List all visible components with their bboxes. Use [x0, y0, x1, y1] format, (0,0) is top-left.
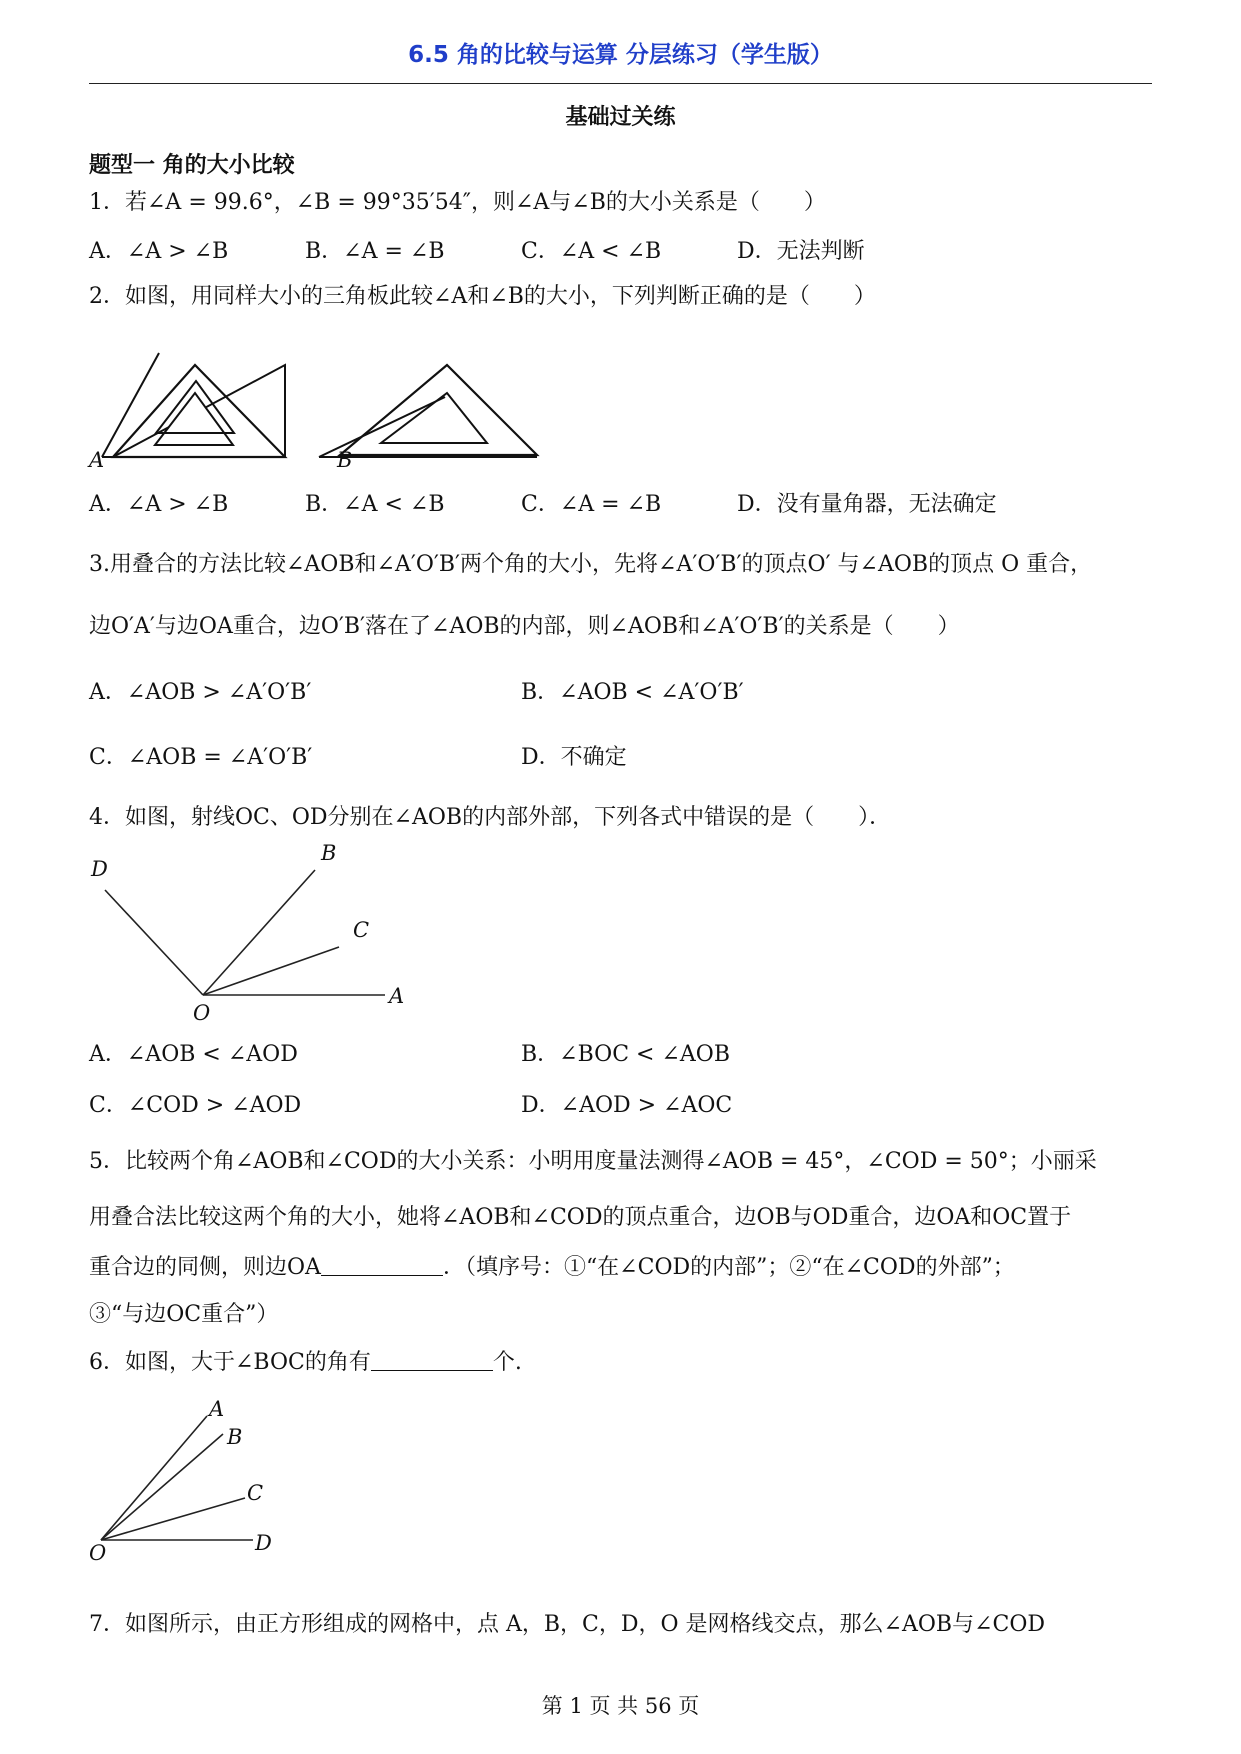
q2-option-b: B．∠A < ∠B [305, 492, 445, 517]
q2-option-a: A．∠A > ∠B [89, 492, 229, 517]
q4-label-b: B [321, 842, 337, 865]
q3-stem-line2: 边O′A′与边OA重合，边O′B′落在了∠AOB的内部，则∠AOB和∠A′O′B′的关系是（ ） [89, 614, 960, 639]
q4-label-a: A [389, 984, 405, 1008]
q6-ray-oa [101, 1416, 207, 1540]
q6-stem: 6．如图，大于∠BOC的角有 个. [89, 1350, 522, 1375]
q6-label-d: D [255, 1531, 272, 1555]
q5-stem-line4: ③“与边OC重合”） [89, 1302, 279, 1327]
q6-label-a: A [209, 1398, 225, 1421]
q2-ruler-b-inner [381, 393, 487, 443]
q2-option-c: C．∠A = ∠B [521, 492, 662, 517]
q4-label-c: C [353, 918, 370, 942]
q4-figure [85, 842, 415, 1027]
q4-option-d: D．∠AOD > ∠AOC [521, 1093, 733, 1118]
q3-option-a: A．∠AOB > ∠A′O′B′ [89, 680, 312, 705]
q4-ray-ob [203, 870, 315, 995]
q2-label-a: A [89, 448, 105, 470]
q6-label-c: C [247, 1481, 264, 1505]
q2-figure [85, 345, 545, 470]
q4-label-d: D [91, 857, 108, 881]
q5-stem-line2: 用叠合法比较这两个角的大小，她将∠AOB和∠COD的顶点重合，边OB与OD重合，边OA和OC置于 [89, 1205, 1072, 1230]
q6-ray-oc [101, 1498, 245, 1540]
q4-ray-oc [203, 947, 339, 995]
q5-stem-line3: 重合边的同侧，则边OA ．（填序号：①“在∠COD的内部”；②“在∠COD的外部”； [89, 1255, 1015, 1280]
q4-option-c: C．∠COD > ∠AOD [89, 1093, 302, 1118]
q2-option-d: D．没有量角器，无法确定 [737, 492, 997, 517]
question-type-title: 题型一 角的大小比较 [89, 153, 295, 178]
q1-option-b: B．∠A = ∠B [305, 239, 445, 264]
q3-option-d: D．不确定 [521, 745, 627, 770]
q6-figure [85, 1398, 285, 1563]
q2-label-b: B [337, 448, 353, 470]
q6-ray-ob [101, 1434, 223, 1540]
q6-label-b: B [227, 1425, 243, 1449]
q2-ray-a-upper [102, 353, 159, 457]
q5-stem-line1: 5．比较两个角∠AOB和∠COD的大小关系：小明用度量法测得∠AOB = 45°，∠COD = 50°；小丽采 [89, 1149, 1097, 1174]
q3-option-b: B．∠AOB < ∠A′O′B′ [521, 680, 744, 705]
q4-option-a: A．∠AOB < ∠AOD [89, 1042, 298, 1067]
q1-option-a: A．∠A > ∠B [89, 239, 229, 264]
q4-stem: 4．如图，射线OC、OD分别在∠AOB的内部外部，下列各式中错误的是（ ）． [89, 805, 892, 830]
q4-option-b: B．∠BOC < ∠AOB [521, 1042, 730, 1067]
q6-answer-blank[interactable] [371, 1348, 493, 1371]
section-title: 基础过关练 [565, 105, 676, 130]
q3-stem-line1: 3.用叠合的方法比较∠AOB和∠A′O′B′两个角的大小，先将∠A′O′B′的顶点O′ 与∠AOB的顶点 O 重合， [89, 552, 1093, 577]
q7-stem: 7．如图所示，由正方形组成的网格中，点 A，B，C，D，O 是网格线交点，那么∠AOB与∠COD [89, 1612, 1046, 1637]
q3-option-c: C．∠AOB = ∠A′O′B′ [89, 745, 313, 770]
q2-ruler-b-outer [340, 365, 537, 455]
q1-stem: 1．若∠A = 99.6°，∠B = 99°35′54″，则∠A与∠B的大小关系是（ ） [89, 190, 826, 215]
page-footer: 第 1 页 共 56 页 [541, 1694, 700, 1718]
q2-stem: 2．如图，用同样大小的三角板此较∠A和∠B的大小，下列判断正确的是（ ） [89, 284, 876, 309]
q5-answer-blank[interactable] [321, 1253, 443, 1276]
q4-label-o: O [193, 1001, 211, 1025]
q4-ray-od [105, 890, 203, 995]
header-rule [89, 83, 1152, 84]
q1-option-c: C．∠A < ∠B [521, 239, 662, 264]
q1-option-d: D．无法判断 [737, 239, 865, 264]
q6-label-o: O [89, 1541, 107, 1563]
page-title: 6.5 角的比较与运算 分层练习（学生版） [408, 42, 833, 68]
